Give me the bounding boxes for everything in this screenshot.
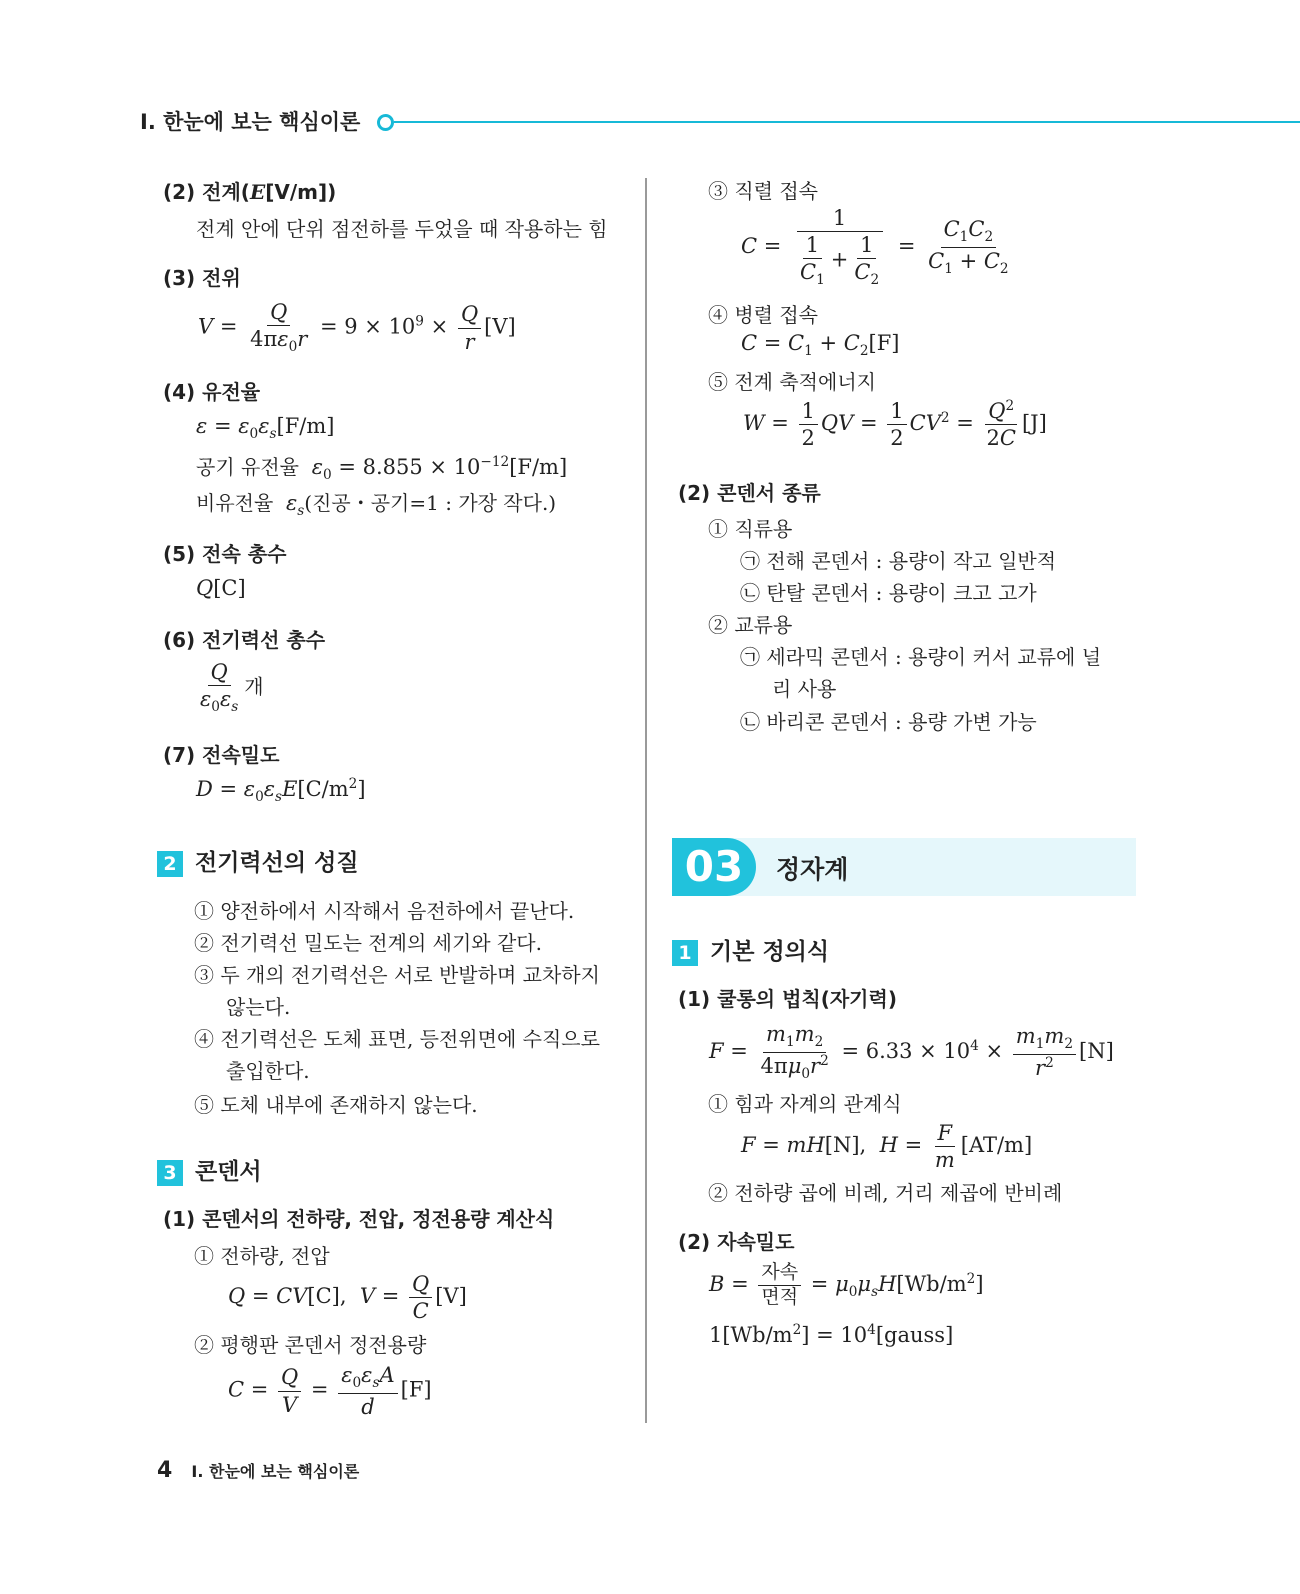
- dc-subitem: ㉠ 전해 콘덴서 : 용량이 작고 일반적: [740, 549, 1057, 573]
- charge-voltage-formula: Q = CV[C], V = $\frac{Q}{C}$ [V]: [228, 1272, 467, 1324]
- gauss-conversion-formula: $1[Wb/m^2]$ = $10^4[gauss]$: [709, 1322, 954, 1347]
- potential-formula: V = $\frac{Q}{4\pi\varepsilon_0r}$ = $9 \times 10^9$ × $\frac{Q}{r}$ [V]: [198, 300, 516, 356]
- proportional-item: ② 전하량 곱에 비례, 거리 제곱에 반비례: [708, 1181, 1063, 1205]
- dc-subitem: ㉡ 탄탈 콘덴서 : 용량이 크고 고가: [740, 581, 1037, 605]
- field-line-item: ④ 전기력선은 도체 표면, 등전위면에 수직으로: [194, 1027, 600, 1051]
- ac-item: ② 교류용: [708, 613, 793, 637]
- field-line-item-cont: 않는다.: [226, 995, 291, 1019]
- section-field-lines-heading: 2 전기력선의 성질: [157, 844, 359, 877]
- capacitor-calc-heading: (1) 콘덴서의 전하량, 전압, 정전용량 계산식: [163, 1207, 555, 1231]
- chapter-title: 정자계: [776, 855, 849, 884]
- relative-permittivity: 비유전율 $\varepsilon_s$(진공・공기=1 : 가장 작다.): [196, 491, 557, 520]
- field-line-item-cont: 출입한다.: [226, 1059, 310, 1083]
- coulomb-law-formula: F = $\frac{m_1m_2}{4\pi\mu_0r^2}$ = $6.33 \times 10^4$ × $\frac{m_1m_2}{r^2}$ [N]: [709, 1022, 1114, 1083]
- section-flux-density-heading: (7) 전속밀도: [163, 743, 280, 767]
- dc-item: ① 직류용: [708, 517, 793, 541]
- ac-subitem-cont: 리 사용: [772, 677, 837, 701]
- chapter-number: 03: [672, 838, 756, 896]
- series-connection-formula: C = 1 $\frac{1}{C_1}$ + $\frac{1}{C_2}$ = $\frac{C_1C_2}{C_1 + C_2}$: [741, 206, 1009, 289]
- force-field-formula: F = mH[N], H = $\frac{F}{m}$ [AT/m]: [741, 1121, 1033, 1173]
- magnetic-flux-density-formula: B = $\frac{\text{자속}}{\text{면적}}$ = $\mu_0\mu_sH[Wb/m^2]$: [709, 1261, 984, 1308]
- series-connection-item: ③ 직렬 접속: [708, 179, 818, 203]
- section-basic-definition-heading: 1 기본 정의식: [672, 933, 829, 966]
- charge-voltage-item: ① 전하량, 전압: [194, 1244, 330, 1268]
- section-line-count-heading: (6) 전기력선 총수: [163, 628, 326, 652]
- magnetic-flux-density-heading: (2) 자속밀도: [678, 1230, 795, 1254]
- section-number-badge: 2: [157, 851, 183, 877]
- column-divider: [645, 178, 647, 1423]
- electric-field-description: 전계 안에 단위 점전하를 두었을 때 작용하는 힘: [196, 217, 608, 241]
- flux-formula: Q[C]: [196, 576, 246, 600]
- ac-subitem: ㉡ 바리콘 콘덴서 : 용량 가변 가능: [740, 710, 1037, 734]
- ac-subitem: ㉠ 세라믹 콘덴서 : 용량이 커서 교류에 널: [740, 645, 1102, 669]
- section-capacitor-heading: 3 콘덴서: [157, 1153, 262, 1186]
- chapter-header: [140, 104, 1300, 138]
- parallel-plate-item: ② 평행판 콘덴서 정전용량: [194, 1333, 427, 1357]
- force-field-item: ① 힘과 자계의 관계식: [708, 1092, 902, 1116]
- parallel-plate-formula: C = $\frac{Q}{V}$ = $\frac{\varepsilon_0\varepsilon_sA}{d}$ [F]: [228, 1363, 432, 1419]
- section-permittivity-heading: (4) 유전율: [163, 380, 261, 404]
- field-line-item: ⑤ 도체 내부에 존재하지 않는다.: [194, 1093, 478, 1117]
- stored-energy-formula: W = $\frac{1}{2}$ QV = $\frac{1}{2}$ $CV^2$ = $\frac{Q^2}{2C}$ [J]: [743, 398, 1047, 451]
- stored-energy-item: ⑤ 전계 축적에너지: [708, 370, 876, 394]
- coulomb-law-heading: (1) 쿨롱의 법칙(자기력): [678, 987, 897, 1011]
- parallel-connection-item: ④ 병렬 접속: [708, 303, 818, 327]
- field-line-item: ③ 두 개의 전기력선은 서로 반발하며 교차하지: [194, 963, 600, 987]
- section-number-badge: 1: [672, 940, 698, 966]
- page-number: 4: [157, 1458, 173, 1483]
- field-line-item: ② 전기력선 밀도는 전계의 세기와 같다.: [194, 931, 542, 955]
- footer-title: Ⅰ. 한눈에 보는 핵심이론: [191, 1462, 360, 1481]
- flux-density-formula: $D = \varepsilon_0\varepsilon_sE[C/m^2]$: [196, 776, 366, 806]
- header-title: Ⅰ. 한눈에 보는 핵심이론: [140, 110, 361, 134]
- air-permittivity: 공기 유전율 $\varepsilon_0 = 8.855 \times 10^{-12}[F/m]$: [196, 454, 568, 484]
- section-flux-heading: (5) 전속 총수: [163, 542, 287, 566]
- line-count-formula: $\frac{Q}{\varepsilon_0\varepsilon_s}$ 개: [200, 660, 264, 716]
- header-circle-icon: [377, 114, 394, 131]
- section-electric-field-heading: (2) 전계(E[V/m]): [163, 180, 337, 204]
- parallel-connection-formula: $C = C_1 + C_2[F]$: [741, 331, 900, 360]
- header-rule: [394, 121, 1300, 123]
- chapter-banner: [672, 838, 1136, 896]
- field-line-item: ① 양전하에서 시작해서 음전하에서 끝난다.: [194, 899, 575, 923]
- permittivity-formula: $\varepsilon = \varepsilon_0\varepsilon_s[F/m]$: [196, 414, 335, 443]
- section-potential-heading: (3) 전위: [163, 266, 241, 290]
- capacitor-kinds-heading: (2) 콘덴서 종류: [678, 481, 821, 505]
- page-footer: [157, 1458, 359, 1483]
- section-number-badge: 3: [157, 1160, 183, 1186]
